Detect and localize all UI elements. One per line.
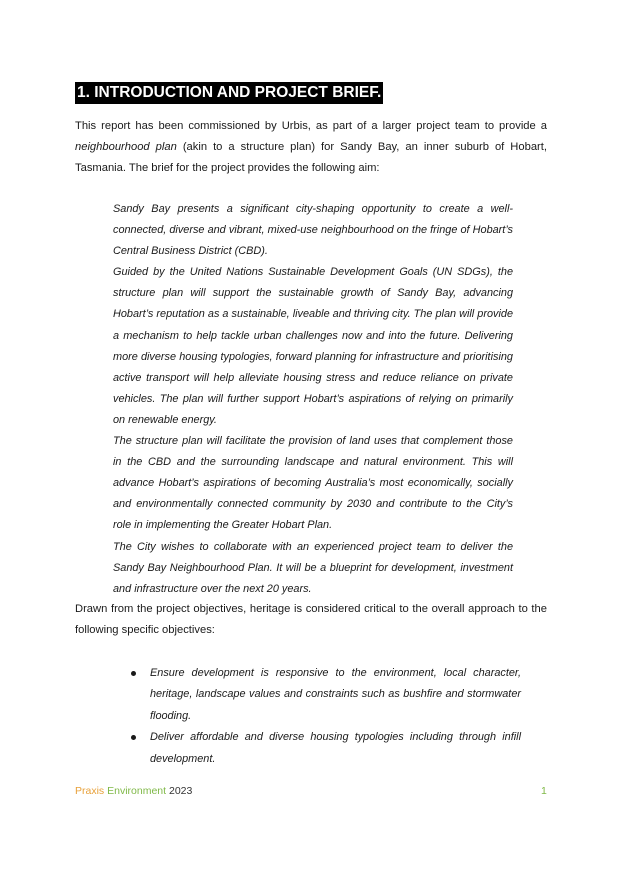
objective-text: Deliver affordable and diverse housing typologies including through infill development. (150, 731, 521, 765)
footer-word-environment: Environment (107, 785, 167, 797)
footer-brand (75, 784, 192, 798)
quote-paragraph: Sandy Bay presents a significant city-shaping opportunity to create a well-connected, diverse and vibrant, mixed-use neighbourhood on the fringe of Hobart’s Central Business District (CBD). (113, 203, 513, 258)
quote-paragraph: Guided by the United Nations Sustainable Development Goals (UN SDGs), the structure plan will support the sustainable growth of Sandy Bay, advancing Hobart’s reputation as a sustainable, liveable and thriving city. The plan will provide a mechanism to help tackle urban challenges now and into the future. Delivering more diverse housing typologies, forward planning for infrastructure and prioritising active transport will help alleviate housing stress and reduce reliance on private vehicles. The plan will further support Hobart’s aspirations of relying on primarily on renewable energy. (113, 266, 513, 426)
list-item (130, 727, 521, 770)
intro-text-part2: (akin to a structure plan) for Sandy Bay, an inner suburb of Hobart, Tasmania. The brief for the project provides the following aim: (75, 141, 547, 175)
intro-text-part1: This report has been commissioned by Urbis, as part of a larger project team to provide a (75, 120, 547, 132)
bullet-icon (131, 735, 136, 740)
section-heading: 1. INTRODUCTION AND PROJECT BRIEF. (75, 82, 383, 104)
footer-word-praxis: Praxis (75, 785, 105, 797)
objectives-intro: Drawn from the project objectives, heritage is considered critical to the overall approach to the following specific objectives: (75, 603, 547, 637)
objective-text: Ensure development is responsive to the environment, local character, heritage, landscape values and constraints such as bushfire and stormwater flooding. (150, 667, 521, 722)
intro-italic-term: neighbourhood plan (75, 141, 177, 154)
bullet-icon (131, 671, 136, 676)
brief-quote (113, 199, 513, 600)
footer-year: 2023 (168, 785, 193, 797)
intro-paragraph (75, 116, 547, 180)
page-number: 1 (541, 785, 547, 797)
quote-paragraph: The structure plan will facilitate the provision of land uses that complement those in the CBD and the surrounding landscape and natural environment. This will advance Hobart’s aspirations of becoming Australia’s most economically, socially and environmentally connected community by 2030 and contribute to the City’s role in implementing the Greater Hobart Plan. (113, 435, 513, 532)
list-item (130, 663, 521, 727)
objectives-list (130, 663, 521, 770)
quote-paragraph: The City wishes to collaborate with an experienced project team to deliver the Sandy Bay Neighbourhood Plan. It will be a blueprint for development, investment and infrastructure over the next 20 years. (113, 540, 513, 595)
